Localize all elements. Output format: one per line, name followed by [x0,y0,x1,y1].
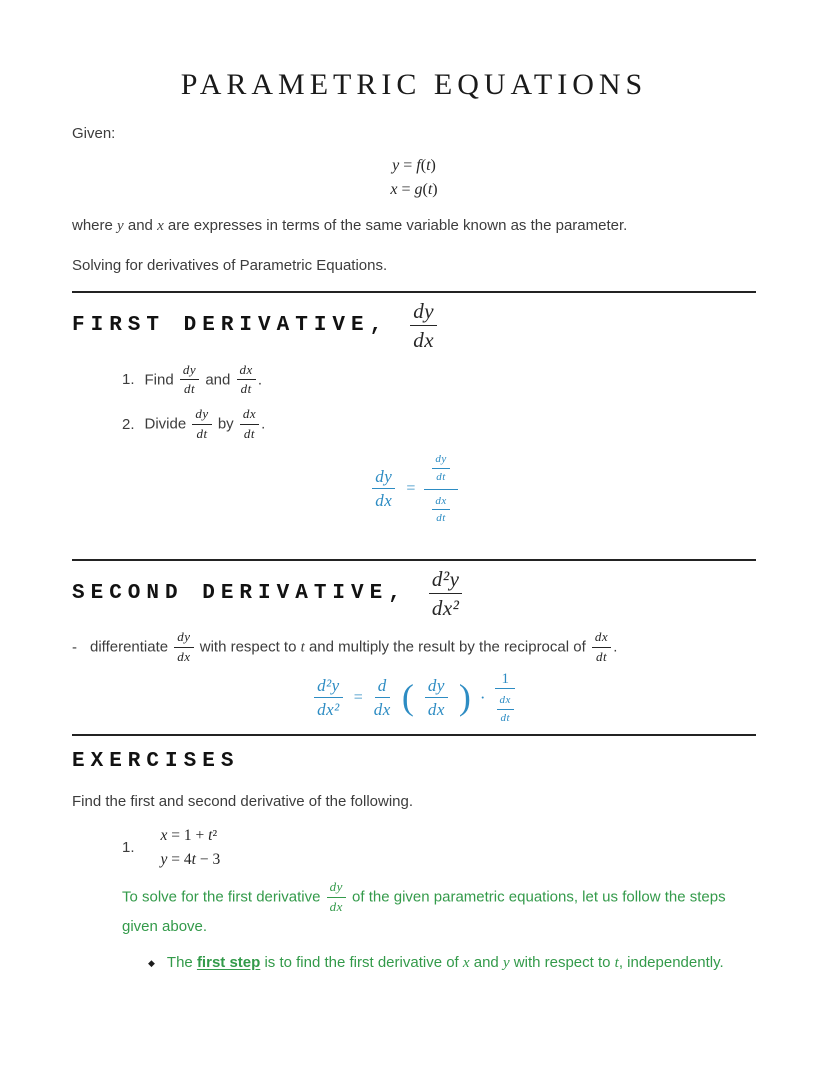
exercises-title: EXERCISES [72,750,240,774]
page-title: PARAMETRIC EQUATIONS [180,68,648,101]
math-var: x [157,217,164,234]
fraction-numerator: dy [327,880,346,898]
fraction-numerator: dy [174,630,193,648]
step-number: 1. [122,371,135,389]
fraction-numerator: d [375,676,390,699]
exercises-intro: Find the first and second derivative of the following. [72,793,414,811]
fraction-denominator: dx [177,649,191,665]
section-divider [72,291,756,293]
math-var: y [160,851,168,869]
math-var: t [426,156,431,174]
lhs-fraction [312,676,345,720]
inner-fraction [423,676,450,720]
math-var: x [462,955,470,972]
fraction-denominator: dt [500,711,510,724]
first-derivative-heading-fraction [408,299,439,352]
fraction [237,363,256,398]
first-derivative-title: FIRST DERIVATIVE, [72,314,389,338]
second-derivative-description [72,630,756,665]
first-derivative-formula [72,452,756,525]
solution-bullet [148,954,756,972]
math-var: y [117,217,124,234]
dash-bullet: - [72,639,77,657]
step-item [122,363,756,398]
fraction [372,467,395,511]
fraction [180,363,199,398]
math-var: t [300,639,305,656]
math-var: y [502,955,510,972]
math-var: t [208,827,213,845]
math-var: x [390,180,398,198]
fraction-denominator: dt [436,512,446,525]
lhs-fraction [370,467,397,511]
second-derivative-formula [72,671,756,724]
fraction-denominator: dx [373,700,391,720]
exercise-item [122,825,756,870]
fraction [192,407,211,442]
math-var: f [416,156,421,174]
fraction [592,630,611,665]
exercise-equation-x: x = 1 + t² [160,827,218,845]
fraction [432,495,449,525]
fraction-numerator: dy [432,453,449,469]
reciprocal-numerator: 1 [495,671,515,689]
first-derivative-steps [122,363,756,443]
step-number: 2. [122,416,135,434]
math-var: x [160,827,168,845]
fraction-numerator: dx [497,694,514,710]
exercise-equations [161,825,221,870]
equation-y: y = f(t) [392,156,436,174]
fraction-numerator: dx [432,495,449,511]
step-item [122,407,756,442]
reciprocal-denominator-fraction [495,689,516,724]
fraction-numerator: d²y [314,676,343,699]
math-var: t [614,955,619,972]
fraction [240,407,259,442]
math-var: t [191,851,196,869]
fraction [374,676,391,720]
fraction-denominator: dt [196,426,208,442]
given-label: Given: [72,125,116,142]
emphasis-text: first step [196,954,261,972]
fraction [314,676,343,720]
fraction-denominator: dt [183,381,196,397]
fraction [432,453,449,483]
fraction-denominator: dx [427,700,445,720]
fraction [327,880,346,915]
operator-fraction [372,676,393,720]
stacked-numerator-fraction [424,452,457,489]
fraction-numerator: dy [192,407,211,425]
bullet-text: The first step is to find the first derivative of x and y with respect to t, independently. [166,954,724,972]
fraction [497,694,514,724]
fraction-numerator: dx [240,407,259,425]
section-divider [72,734,756,736]
description-text: differentiate $\frac{dy}{dx}$ with respect to t and multiply the result by the reciprocal of $\frac{dx}{dt}$ . [90,629,618,665]
open-paren: ( [401,677,414,718]
step-text: Find $\frac{dy}{dt}$ and $\frac{dx}{dt}$ . [144,361,262,397]
fraction-denominator: dt [436,470,446,483]
fraction-denominator: dt [596,649,608,665]
fraction [174,630,193,665]
fraction [429,567,463,620]
exercise-equation-y: y = 4t − 3 [160,851,221,869]
fraction [425,676,448,720]
fraction-numerator: dy [425,676,448,699]
solution-paragraph: To solve for the first derivative $\frac{dy}{dx}$ of the given parametric equations, let us follow the steps given above. [122,879,726,935]
second-derivative-title: SECOND DERIVATIVE, [72,581,407,605]
fraction-denominator: dx [329,898,343,914]
stacked-denominator-fraction [430,490,451,525]
section-divider [72,559,756,561]
math-var: y [392,156,400,174]
second-derivative-heading [72,567,756,620]
diamond-bullet-icon: ◆ [148,957,155,968]
where-parameter-line: where y and x are expresses in terms of the same variable known as the parameter. [72,216,628,234]
fraction-numerator: dx [237,363,256,381]
fraction-denominator: dx [375,491,393,511]
math-var: g [414,180,423,198]
math-var: t [427,180,433,198]
step-text: Divide $\frac{dy}{dt}$ by $\frac{dx}{dt}$ . [144,406,266,442]
equals-sign: = [406,479,416,497]
reciprocal-fraction [495,671,516,724]
fraction-numerator: d²y [429,567,463,594]
fraction-denominator: dt [240,381,252,397]
fraction-numerator: dx [592,630,611,648]
fraction [410,299,437,352]
solving-line: Solving for derivatives of Parametric Equations. [72,256,388,274]
stacked-fraction [424,452,457,525]
fraction-denominator: dx [413,328,435,353]
fraction-numerator: dy [180,363,199,381]
given-equations [72,154,756,202]
fraction-denominator: dx² [431,595,460,620]
exercise-number: 1. [122,839,135,857]
first-derivative-heading [72,299,756,352]
multiplication-dot: · [479,687,486,707]
equals-sign: = [353,688,363,706]
fraction-numerator: dy [372,467,395,490]
equation-x: x = g(t) [390,180,438,198]
fraction-denominator: dt [243,426,256,442]
second-derivative-heading-fraction [427,567,465,620]
fraction-numerator: dy [410,299,437,326]
fraction-denominator: dx² [317,700,340,720]
close-paren: ) [458,677,471,718]
